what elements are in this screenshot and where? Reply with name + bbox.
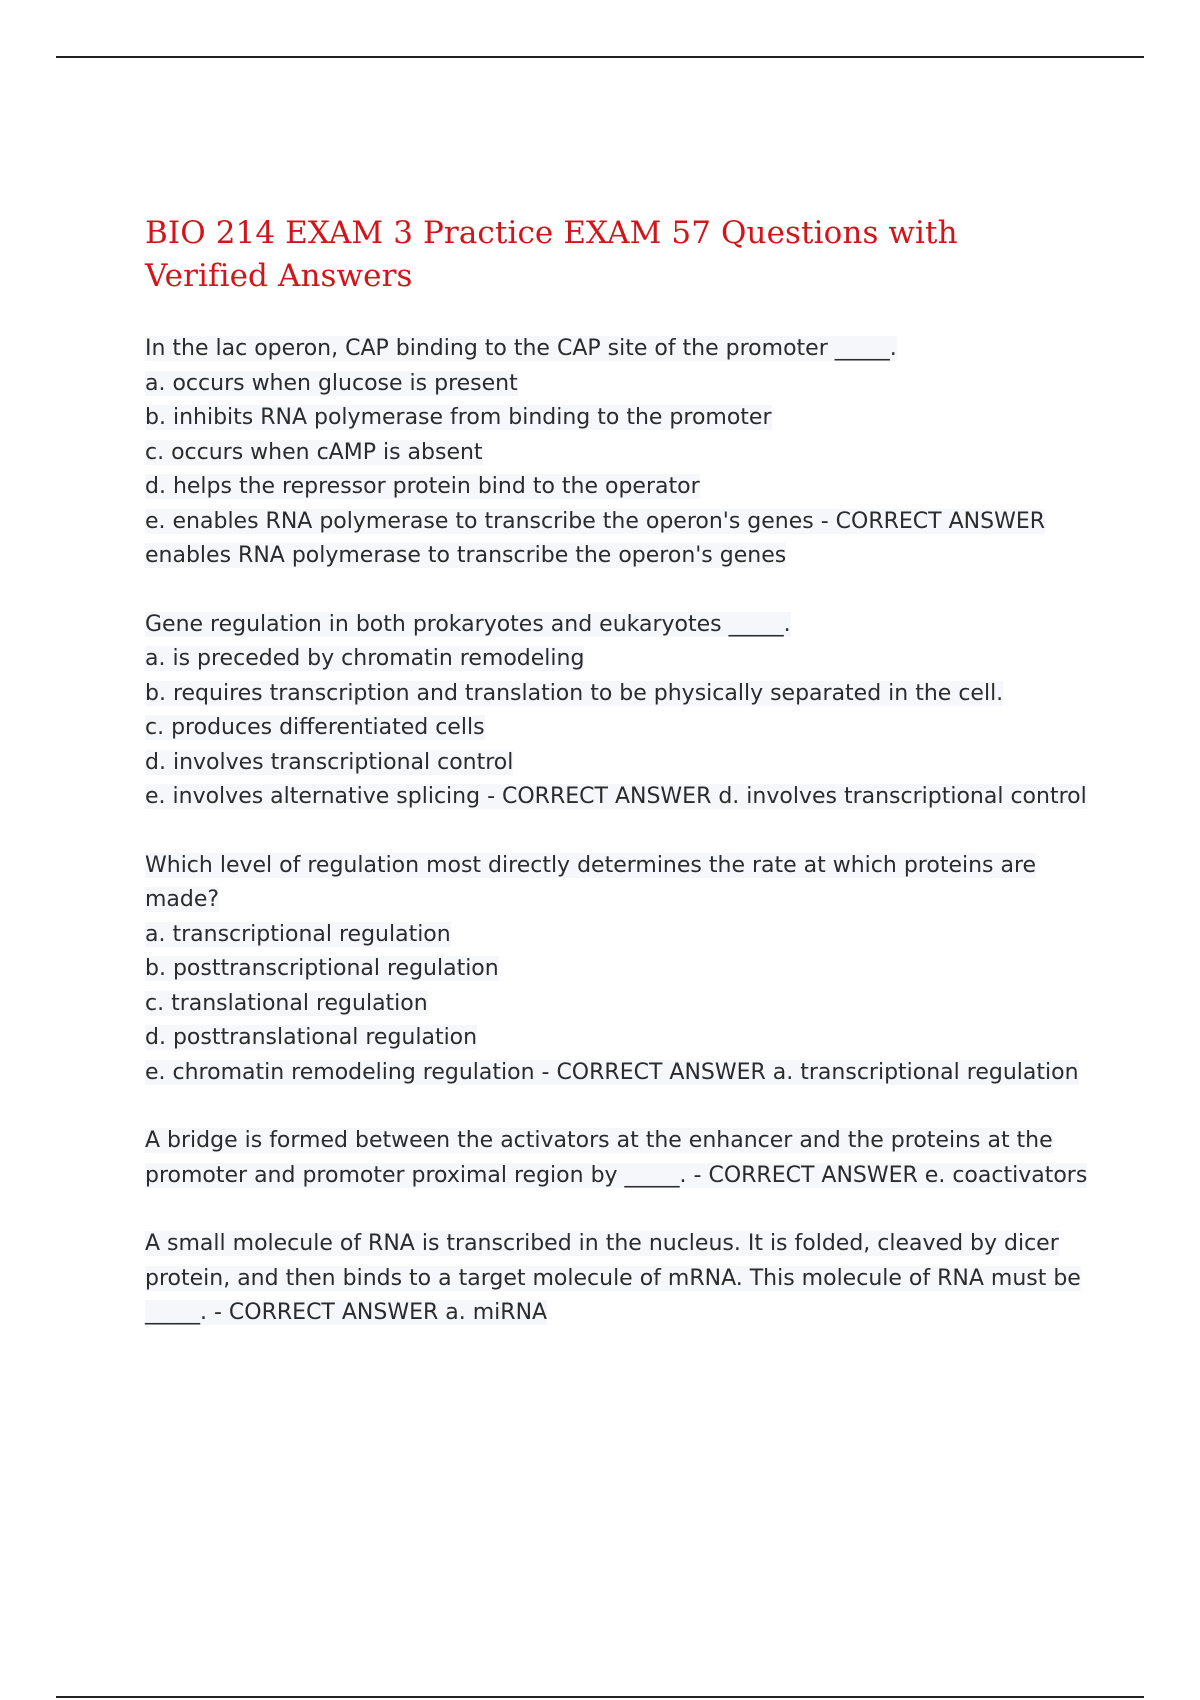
answer-option-d: d. helps the repressor protein bind to the operator xyxy=(145,474,700,499)
answer-option-c: c. produces differentiated cells xyxy=(145,715,485,740)
question-prompt: In the lac operon, CAP binding to the CAP site of the promoter _____. xyxy=(145,336,897,361)
header-rule xyxy=(56,56,1144,58)
answer-option-b: b. inhibits RNA polymerase from binding to the promoter xyxy=(145,405,772,430)
document-body xyxy=(145,212,1090,1365)
answer-option-c: c. translational regulation xyxy=(145,990,428,1016)
question-prompt: Which level of regulation most directly determines the rate at which proteins are made? xyxy=(145,852,1037,912)
answer-option-e: e. chromatin remodeling regulation - CORRECT ANSWER a. transcriptional regulation xyxy=(145,1059,1079,1085)
question-3 xyxy=(145,849,1090,1091)
question-5 xyxy=(145,1227,1090,1331)
question-prompt: A small molecule of RNA is transcribed in the nucleus. It is folded, cleaved by dicer protein, and then binds to a target molecule of mRNA. This molecule of RNA must be _____. - CORRECT ANSWER a. miRNA xyxy=(145,1231,1081,1325)
question-prompt: Gene regulation in both prokaryotes and eukaryotes _____. xyxy=(145,611,791,637)
document-title: BIO 214 EXAM 3 Practice EXAM 57 Questions with Verified Answers xyxy=(145,215,958,294)
question-4 xyxy=(145,1124,1090,1193)
answer-option-c: c. occurs when cAMP is absent xyxy=(145,439,483,465)
answer-option-e: e. enables RNA polymerase to transcribe the operon's genes - CORRECT ANSWER enables RNA polymerase to transcribe the operon's genes xyxy=(145,508,1046,568)
question-prompt: A bridge is formed between the activators at the enhancer and the proteins at the promoter and promoter proximal region by _____. - CORRECT ANSWER e. coactivators xyxy=(145,1128,1088,1188)
answer-option-e: e. involves alternative splicing - CORRECT ANSWER d. involves transcriptional control xyxy=(145,784,1087,809)
answer-option-b: b. requires transcription and translation to be physically separated in the cell. xyxy=(145,680,1004,706)
answer-option-a: a. is preceded by chromatin remodeling xyxy=(145,646,585,671)
answer-option-a: a. occurs when glucose is present xyxy=(145,370,518,396)
answer-option-b: b. posttranscriptional regulation xyxy=(145,956,499,981)
question-1 xyxy=(145,332,1090,574)
question-2 xyxy=(145,608,1090,815)
answer-option-d: d. posttranslational regulation xyxy=(145,1025,478,1050)
footer-rule xyxy=(56,1696,1144,1698)
answer-option-a: a. transcriptional regulation xyxy=(145,921,451,947)
answer-option-d: d. involves transcriptional control xyxy=(145,749,514,775)
